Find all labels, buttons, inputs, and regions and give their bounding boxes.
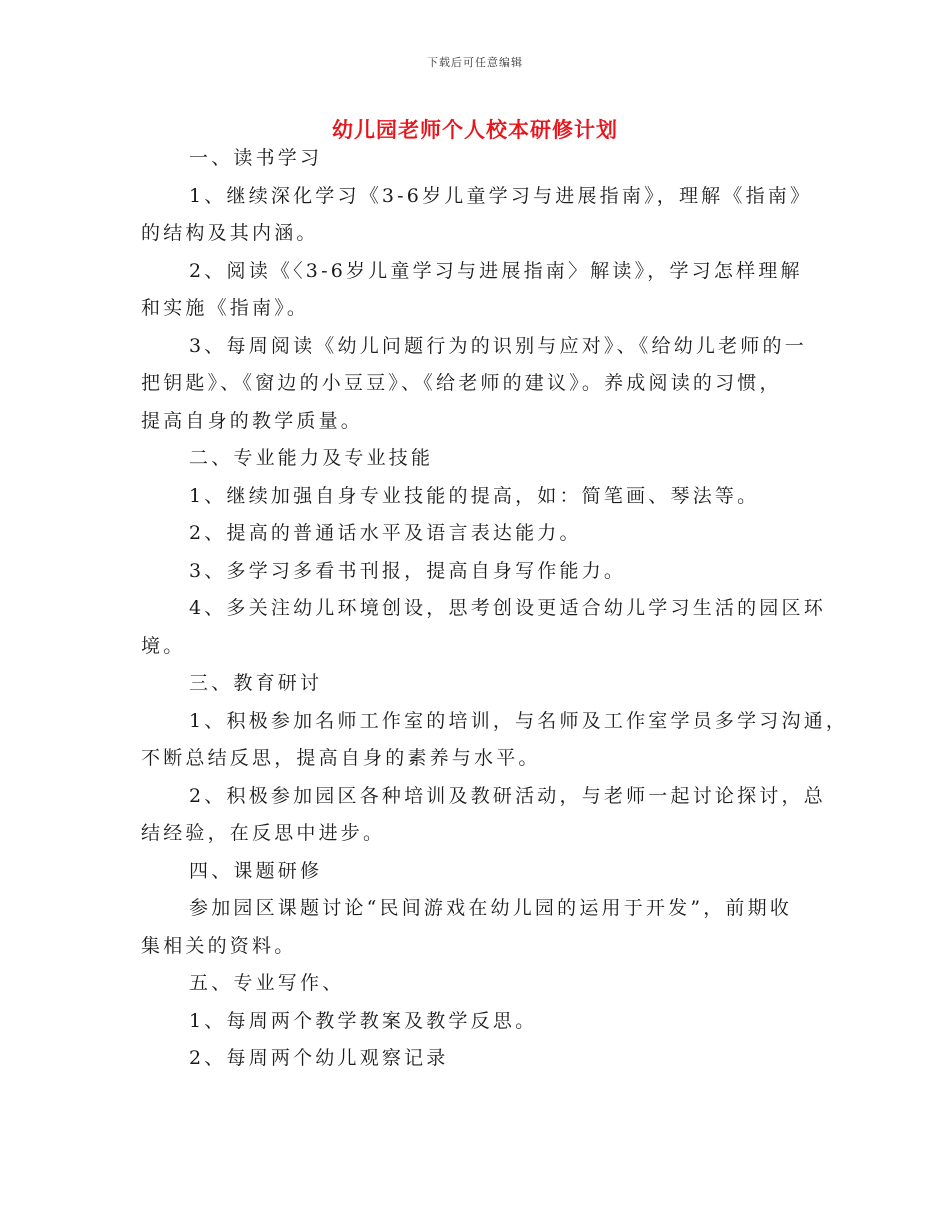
header-note: 下载后可任意编辑 [427, 56, 523, 69]
text-line: 不断总结反思，提高自身的素养与水平。 [141, 747, 541, 769]
text-line: 4、多关注幼儿环境创设，思考创设更适合幼儿学习生活的园区环 [189, 597, 826, 619]
text-line: 境。 [141, 634, 186, 657]
text-line: 2、每周两个幼儿观察记录 [189, 1047, 449, 1069]
document-title: 幼儿园老师个人校本研修计划 [332, 117, 618, 142]
text-line: 五、专业写作、 [189, 972, 345, 994]
text-line: 2、积极参加园区各种培训及教研活动，与老师一起讨论探讨，总 [189, 784, 826, 807]
document-body [141, 140, 849, 1078]
text-line: 3、多学习多看书刊报，提高自身写作能力。 [189, 559, 627, 582]
text-line: 3、每周阅读《幼儿问题行为的识别与应对》、《给幼儿老师的一 [189, 334, 807, 357]
text-line: 提高自身的教学质量。 [141, 409, 364, 432]
text-line: 1、继续加强自身专业技能的提高，如：简笔画、琴法等。 [189, 484, 760, 507]
text-line: 二、专业能力及专业技能 [189, 447, 434, 469]
text-line: 参加园区课题讨论“民间游戏在幼儿园的运用于开发”，前期收 [189, 897, 793, 919]
text-line: 和实施《指南》。 [141, 297, 310, 319]
text-line: 2、阅读《〈3-6岁儿童学习与进展指南〉解读》，学习怎样理解 [189, 259, 803, 282]
text-line: 的结构及其内涵。 [141, 222, 319, 244]
text-line: 四、课题研修 [189, 859, 323, 882]
text-line: 1、积极参加名师工作室的培训，与名师及工作室学员多学习沟通， [189, 709, 849, 732]
text-line: 结经验，在反思中进步。 [141, 822, 386, 844]
text-line: 一、读书学习 [189, 147, 323, 169]
text-line: 1、每周两个教学教案及教学反思。 [189, 1009, 538, 1032]
text-line: 三、教育研讨 [189, 672, 323, 694]
text-line: 1、继续深化学习《3-6岁儿童学习与进展指南》，理解《指南》 [189, 184, 813, 207]
text-line: 把钥匙》、《窗边的小豆豆》、《给老师的建议》。养成阅读的习惯， [141, 372, 782, 394]
text-line: 2、提高的普通话水平及语言表达能力。 [189, 522, 582, 544]
text-line: 集相关的资料。 [141, 934, 297, 957]
